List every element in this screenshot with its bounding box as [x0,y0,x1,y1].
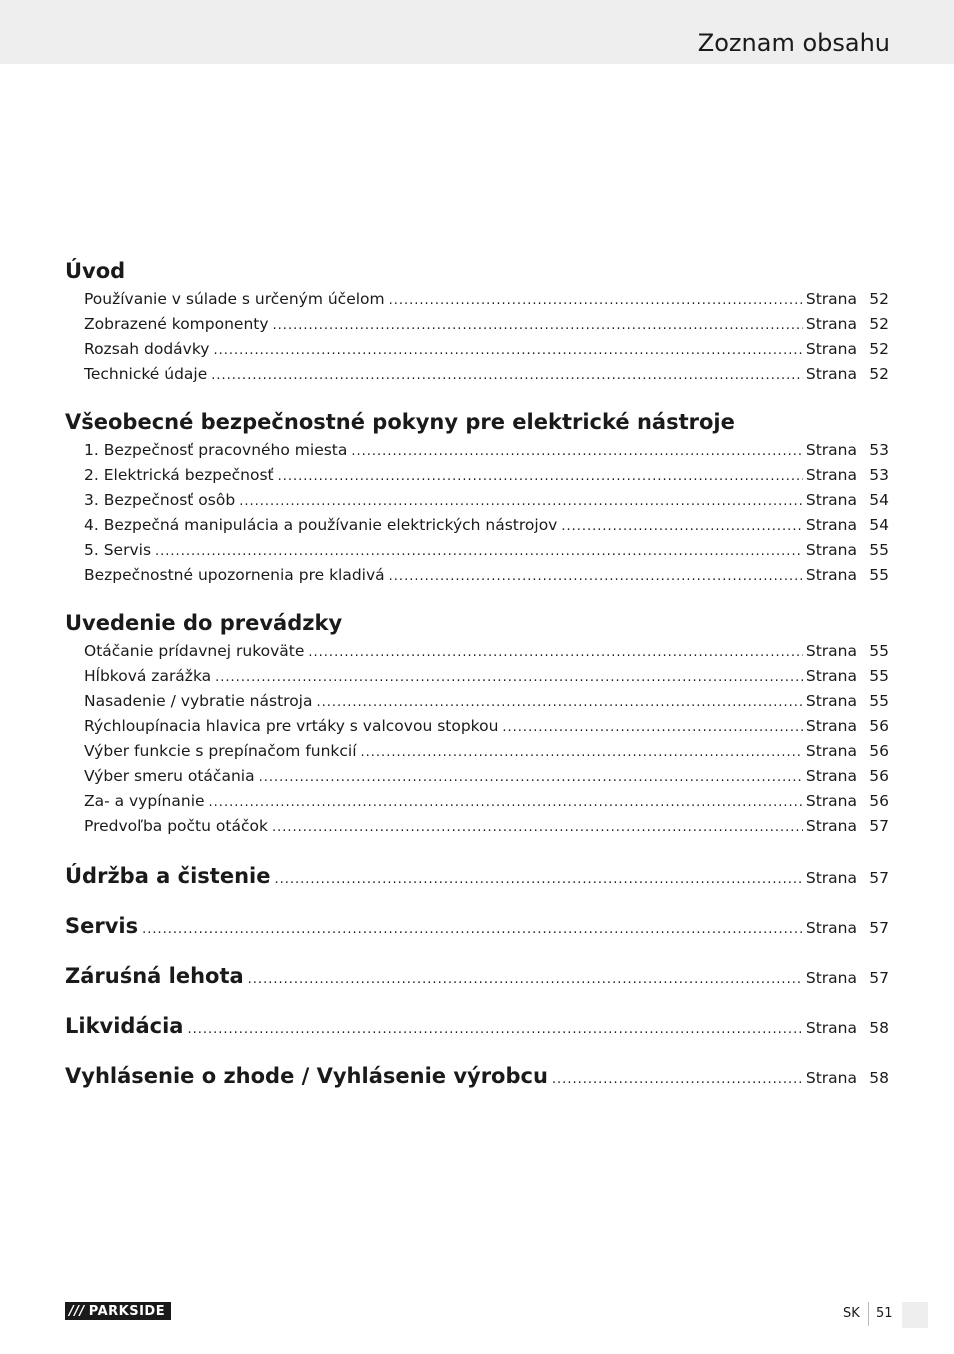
table-of-contents [65,255,889,1101]
page-number: 56 [869,767,889,785]
toc-entry[interactable] [65,664,889,689]
toc-section-declaration[interactable] [65,1051,889,1101]
toc-entry[interactable] [65,789,889,814]
leader-dots [273,313,803,338]
page-number: 52 [869,315,889,333]
page-number: 57 [869,919,889,937]
entry-label: Hĺbková zarážka [84,667,212,685]
page-word: Strana [805,817,857,835]
entry-label: Nasadenie / vybratie nástroja [84,692,313,710]
toc-entry[interactable] [65,739,889,764]
toc-entry[interactable] [65,714,889,739]
page-word: Strana [805,315,857,333]
page-number: 56 [869,742,889,760]
leader-dots [502,715,802,740]
page-word: Strana [805,1069,857,1087]
leader-dots [552,1055,803,1105]
page-word: Strana [805,767,857,785]
logo-text: PARKSIDE [88,1303,166,1319]
page-title: Zoznam obsahu [697,29,890,57]
logo-mark: /// [69,1303,85,1319]
page-number-footer: 51 [876,1306,893,1321]
leader-dots [389,564,803,589]
page-number: 52 [869,290,889,308]
entry-label: 1. Bezpečnosť pracovného miesta [84,441,348,459]
footer-tab-box [902,1302,928,1328]
leader-dots [278,464,803,489]
toc-entry[interactable] [65,814,889,839]
page-word: Strana [805,566,857,584]
page-number: 55 [869,642,889,660]
toc-section-service[interactable] [65,901,889,951]
page-word: Strana [805,365,857,383]
page-word: Strana [805,742,857,760]
page-number: 55 [869,566,889,584]
page-number: 52 [869,340,889,358]
page-number: 56 [869,717,889,735]
page-number: 53 [869,466,889,484]
page-number: 55 [869,541,889,559]
toc-section-warranty[interactable] [65,951,889,1001]
leader-dots [239,489,803,514]
page-number: 54 [869,491,889,509]
page-word: Strana [805,340,857,358]
toc-section-safety [65,406,889,588]
section-title: Úvod [65,259,126,283]
page-word: Strana [805,692,857,710]
page-word: Strana [805,792,857,810]
toc-entry[interactable] [65,639,889,664]
page-number: 57 [869,817,889,835]
language-code: SK [843,1306,860,1321]
toc-entry[interactable] [65,337,889,362]
page-number: 55 [869,692,889,710]
toc-entry[interactable] [65,438,889,463]
section-title: Vyhlásenie o zhode / Vyhlásenie výrobcu [65,1064,548,1088]
leader-dots [351,439,803,464]
section-title: Záruśná lehota [65,964,244,988]
page-word: Strana [805,642,857,660]
leader-dots [209,790,803,815]
toc-section-startup [65,607,889,839]
page-number: 57 [869,869,889,887]
toc-section-disposal[interactable] [65,1001,889,1051]
footer-divider [868,1302,869,1326]
page-word: Strana [805,667,857,685]
leader-dots [248,955,803,1005]
entry-label: Technické údaje [84,365,208,383]
page-word: Strana [805,717,857,735]
toc-section-uvod [65,255,889,387]
toc-entry[interactable] [65,689,889,714]
entry-label: Rozsah dodávky [84,340,210,358]
page-word: Strana [805,441,857,459]
entry-label: Rýchloupínacia hlavica pre vrtáky s valcovou stopkou [84,717,499,735]
page-number: 55 [869,667,889,685]
entry-label: 3. Bezpečnosť osôb [84,491,236,509]
entry-label: 5. Servis [84,541,152,559]
toc-entry[interactable] [65,362,889,387]
page-word: Strana [805,919,857,937]
section-title: Údržba a čistenie [65,864,271,888]
entry-label: 4. Bezpečná manipulácia a používanie elektrických nástrojov [84,516,558,534]
page-word: Strana [805,290,857,308]
leader-dots [155,539,803,564]
entry-label: 2. Elektrická bezpečnosť [84,466,274,484]
page-word: Strana [805,1019,857,1037]
leader-dots [361,740,803,765]
entry-label: Používanie v súlade s určeným účelom [84,290,385,308]
toc-entry[interactable] [65,513,889,538]
toc-entry[interactable] [65,287,889,312]
leader-dots [142,905,803,955]
leader-dots [389,288,803,313]
leader-dots [272,815,803,840]
toc-entry[interactable] [65,563,889,588]
page-number: 53 [869,441,889,459]
toc-entry[interactable] [65,312,889,337]
page-number: 58 [869,1069,889,1087]
page-number: 52 [869,365,889,383]
page-word: Strana [805,516,857,534]
entry-label: Zobrazené komponenty [84,315,269,333]
leader-dots [187,1005,802,1055]
leader-dots [259,765,803,790]
page-word: Strana [805,969,857,987]
page-word: Strana [805,466,857,484]
leader-dots [316,690,802,715]
page-word: Strana [805,869,857,887]
leader-dots [213,338,802,363]
toc-entry[interactable] [65,488,889,513]
page-number: 56 [869,792,889,810]
entry-label: Predvoľba počtu otáčok [84,817,268,835]
section-title: Všeobecné bezpečnostné pokyny pre elektrické nástroje [65,410,735,434]
leader-dots [211,363,803,388]
toc-entry[interactable] [65,538,889,563]
toc-entry[interactable] [65,463,889,488]
leader-dots [215,665,803,690]
entry-label: Otáčanie prídavnej rukoväte [84,642,305,660]
page-word: Strana [805,541,857,559]
section-title: Likvidácia [65,1014,184,1038]
leader-dots [561,514,803,539]
page-number: 57 [869,969,889,987]
page-number: 58 [869,1019,889,1037]
toc-entry[interactable] [65,764,889,789]
parkside-logo [65,1302,171,1320]
entry-label: Výber smeru otáčania [84,767,255,785]
page-word: Strana [805,491,857,509]
entry-label: Bezpečnostné upozornenia pre kladivá [84,566,385,584]
entry-label: Výber funkcie s prepínačom funkcií [84,742,357,760]
section-title: Servis [65,914,139,938]
leader-dots [308,640,802,665]
toc-section-maintenance[interactable] [65,851,889,901]
page-number: 54 [869,516,889,534]
leader-dots [274,855,802,905]
entry-label: Za- a vypínanie [84,792,205,810]
section-title: Uvedenie do prevádzky [65,611,343,635]
